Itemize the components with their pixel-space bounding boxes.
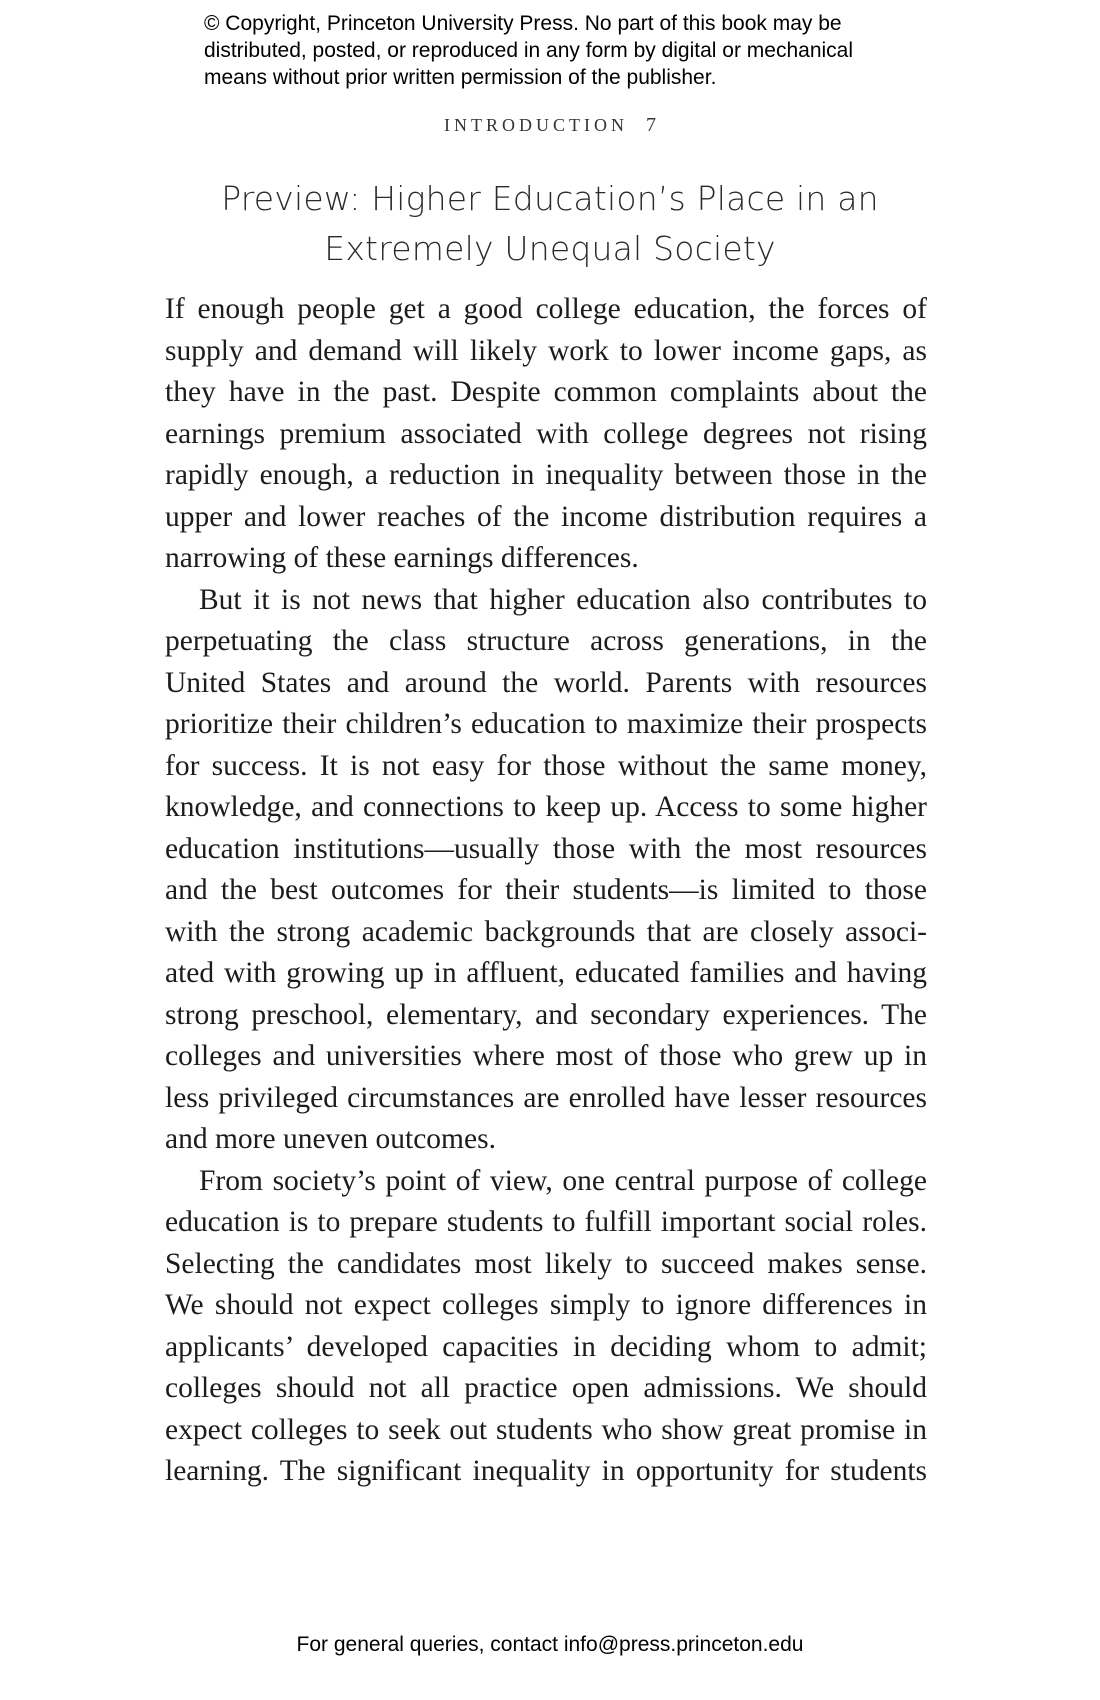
text-line: education institutions—usually those with the most resources bbox=[165, 832, 927, 865]
text-line: But it is not news that higher education also contributes to bbox=[199, 583, 927, 616]
running-head bbox=[0, 114, 1100, 137]
text-line: rapidly enough, a reduction in inequality between those in the bbox=[165, 459, 927, 491]
text-line: strong preschool, elementary, and secondary experiences. The bbox=[165, 998, 927, 1031]
paragraph-2 bbox=[165, 580, 927, 1161]
body-text bbox=[165, 289, 927, 1493]
text-line: and the best outcomes for their students—is limited to those bbox=[165, 874, 927, 906]
text-line: education is to prepare students to fulfill important social roles. bbox=[165, 1206, 927, 1238]
section-title bbox=[0, 174, 1100, 274]
text-line: with the strong academic backgrounds that are closely associ- bbox=[165, 915, 927, 948]
text-line: for success. It is not easy for those without the same money, bbox=[165, 749, 927, 782]
text-line: perpetuating the class structure across generations, in the bbox=[165, 625, 927, 657]
page-number: 7 bbox=[645, 114, 656, 136]
running-head-label: INTRODUCTION bbox=[444, 115, 628, 135]
text-line: earnings premium associated with college degrees not rising bbox=[165, 417, 927, 450]
text-line: less privileged circumstances are enrolled have lesser resources bbox=[165, 1081, 927, 1114]
text-line: applicants’ developed capacities in deciding whom to admit; bbox=[165, 1330, 927, 1363]
text-line: supply and demand will likely work to lower income gaps, as bbox=[165, 334, 927, 367]
copyright-line: distributed, posted, or reproduced in any form by digital or mechanical bbox=[204, 39, 854, 62]
text-line: From society’s point of view, one central purpose of college bbox=[199, 1164, 927, 1197]
text-line: Selecting the candidates most likely to succeed makes sense. bbox=[165, 1247, 927, 1280]
text-line: colleges and universities where most of those who grew up in bbox=[165, 1040, 927, 1072]
text-line: If enough people get a good college education, the forces of bbox=[165, 293, 927, 325]
text-line: knowledge, and connections to keep up. Access to some higher bbox=[165, 791, 927, 823]
copyright-line: © Copyright, Princeton University Press. No part of this book may be bbox=[204, 12, 842, 35]
text-line: United States and around the world. Parents with resources bbox=[165, 666, 927, 699]
text-line: prioritize their children’s education to maximize their prospects bbox=[165, 708, 927, 740]
footer-contact: For general queries, contact info@press.princeton.edu bbox=[296, 1633, 804, 1656]
text-line: upper and lower reaches of the income distribution requires a bbox=[165, 500, 927, 533]
text-line: narrowing of these earnings differences. bbox=[165, 542, 639, 574]
section-title-line: Extremely Unequal Society bbox=[324, 229, 776, 268]
copyright-notice bbox=[204, 10, 964, 91]
text-line: colleges should not all practice open admissions. We should bbox=[165, 1372, 927, 1404]
section-title-line: Preview: Higher Education’s Place in an bbox=[221, 179, 879, 218]
text-line: they have in the past. Despite common complaints about the bbox=[165, 376, 927, 408]
text-line: We should not expect colleges simply to ignore differences in bbox=[165, 1289, 927, 1321]
text-line: and more uneven outcomes. bbox=[165, 1123, 496, 1155]
paragraph-1 bbox=[165, 289, 927, 580]
copyright-line: means without prior written permission of the publisher. bbox=[204, 66, 717, 89]
text-line: learning. The significant inequality in opportunity for students bbox=[165, 1455, 927, 1487]
text-line: expect colleges to seek out students who show great promise in bbox=[165, 1413, 927, 1446]
paragraph-3 bbox=[165, 1161, 927, 1493]
text-line: ated with growing up in affluent, educated families and having bbox=[165, 957, 927, 989]
